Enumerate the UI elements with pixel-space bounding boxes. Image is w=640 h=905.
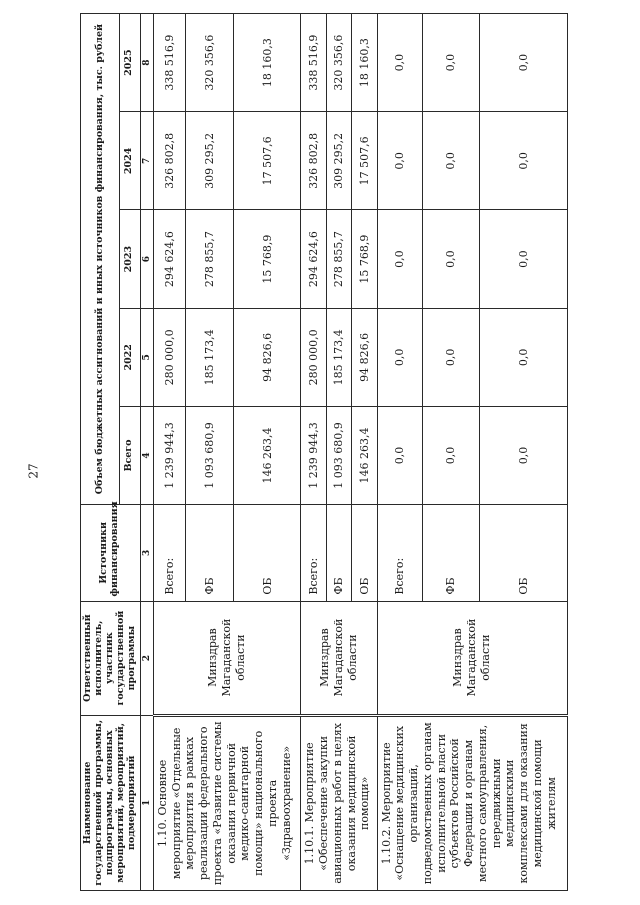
value-cell: 17 507,6 bbox=[352, 112, 377, 210]
header-funding-group: Объем бюджетных ассигнований и иных источников финансирования, тыс. рублей bbox=[81, 14, 120, 505]
value-cell: 1 239 944,3 bbox=[301, 406, 326, 504]
value-cell: 185 173,4 bbox=[186, 308, 234, 406]
value-cell: 326 802,8 bbox=[301, 112, 326, 210]
value-cell: 278 855,7 bbox=[186, 210, 234, 308]
header-year-2025: 2025 bbox=[119, 14, 140, 112]
source-cell: Всего: bbox=[153, 505, 185, 601]
source-cell: ОБ bbox=[352, 505, 377, 601]
program-name-cell: 1.10.2. Мероприятие «Оснащение медицинских организаций, подведомственных органам исполнительной власти субъектов Российской Федерации и органам местного самоуправления, передвижными медицинскими комплексами для оказания медицинской помощи жителям bbox=[377, 715, 567, 890]
source-cell: ФБ bbox=[422, 505, 479, 601]
value-cell: 94 826,6 bbox=[352, 308, 377, 406]
value-cell: 18 160,3 bbox=[234, 14, 301, 112]
financing-table-sheet bbox=[80, 13, 560, 891]
value-cell: 338 516,9 bbox=[301, 14, 326, 112]
value-cell: 309 295,2 bbox=[186, 112, 234, 210]
value-cell: 320 356,6 bbox=[186, 14, 234, 112]
value-cell: 0,0 bbox=[480, 14, 568, 112]
header-year-2023: 2023 bbox=[119, 210, 140, 308]
executor-cell: Минздрав Магаданской области bbox=[301, 601, 377, 715]
column-number: 5 bbox=[140, 308, 153, 406]
column-number: 3 bbox=[140, 505, 153, 601]
value-cell: 0,0 bbox=[422, 308, 479, 406]
program-name-cell: 1.10.1. Мероприятие «Обеспечение закупки авиационных работ в целях оказания медицинской помощи» bbox=[301, 715, 377, 890]
financing-table bbox=[80, 13, 568, 891]
value-cell: 280 000,0 bbox=[301, 308, 326, 406]
table-row bbox=[377, 14, 422, 891]
value-cell: 294 624,6 bbox=[153, 210, 185, 308]
value-cell: 15 768,9 bbox=[234, 210, 301, 308]
header-year-2022: 2022 bbox=[119, 308, 140, 406]
value-cell: 0,0 bbox=[422, 210, 479, 308]
value-cell: 15 768,9 bbox=[352, 210, 377, 308]
value-cell: 1 239 944,3 bbox=[153, 406, 185, 504]
value-cell: 0,0 bbox=[422, 112, 479, 210]
value-cell: 0,0 bbox=[377, 308, 422, 406]
value-cell: 1 093 680,9 bbox=[186, 406, 234, 504]
program-name-cell: 1.10. Основное мероприятие «Отдельные мероприятия в рамках реализации федерального проекта «Развитие системы оказания первичной медико-санитарной помощи» национального проекта «Здравоохранение» bbox=[153, 715, 300, 890]
value-cell: 1 093 680,9 bbox=[326, 406, 351, 504]
column-number: 6 bbox=[140, 210, 153, 308]
header-source: Источники финансирования bbox=[81, 505, 141, 601]
value-cell: 338 516,9 bbox=[153, 14, 185, 112]
table-row bbox=[301, 14, 326, 891]
column-number: 8 bbox=[140, 14, 153, 112]
value-cell: 17 507,6 bbox=[234, 112, 301, 210]
source-cell: Всего: bbox=[377, 505, 422, 601]
column-number: 7 bbox=[140, 112, 153, 210]
value-cell: 0,0 bbox=[377, 210, 422, 308]
value-cell: 309 295,2 bbox=[326, 112, 351, 210]
value-cell: 146 263,4 bbox=[234, 406, 301, 504]
header-executor: Ответственный исполнитель, участник государственной программы bbox=[81, 601, 141, 715]
value-cell: 0,0 bbox=[480, 210, 568, 308]
value-cell: 326 802,8 bbox=[153, 112, 185, 210]
source-cell: ФБ bbox=[326, 505, 351, 601]
page-number: 27 bbox=[26, 463, 41, 479]
value-cell: 18 160,3 bbox=[352, 14, 377, 112]
source-cell: Всего: bbox=[301, 505, 326, 601]
header-year-2024: 2024 bbox=[119, 112, 140, 210]
value-cell: 0,0 bbox=[422, 406, 479, 504]
value-cell: 0,0 bbox=[422, 14, 479, 112]
value-cell: 0,0 bbox=[480, 406, 568, 504]
value-cell: 278 855,7 bbox=[326, 210, 351, 308]
value-cell: 94 826,6 bbox=[234, 308, 301, 406]
column-number: 1 bbox=[140, 715, 153, 890]
source-cell: ОБ bbox=[234, 505, 301, 601]
column-number: 4 bbox=[140, 406, 153, 504]
value-cell: 0,0 bbox=[480, 308, 568, 406]
value-cell: 185 173,4 bbox=[326, 308, 351, 406]
column-number: 2 bbox=[140, 601, 153, 715]
value-cell: 146 263,4 bbox=[352, 406, 377, 504]
value-cell: 0,0 bbox=[480, 112, 568, 210]
value-cell: 294 624,6 bbox=[301, 210, 326, 308]
source-cell: ОБ bbox=[480, 505, 568, 601]
value-cell: 320 356,6 bbox=[326, 14, 351, 112]
executor-cell: Минздрав Магаданской области bbox=[377, 601, 567, 715]
value-cell: 0,0 bbox=[377, 406, 422, 504]
header-year-total: Всего bbox=[119, 406, 140, 504]
table-row bbox=[153, 14, 185, 891]
executor-cell: Минздрав Магаданской области bbox=[153, 601, 300, 715]
value-cell: 280 000,0 bbox=[153, 308, 185, 406]
value-cell: 0,0 bbox=[377, 14, 422, 112]
source-cell: ФБ bbox=[186, 505, 234, 601]
value-cell: 0,0 bbox=[377, 112, 422, 210]
header-program-name: Наименование государственной программы, подпрограммы, основных мероприятий, мероприятий, подмероприятий bbox=[81, 715, 141, 890]
